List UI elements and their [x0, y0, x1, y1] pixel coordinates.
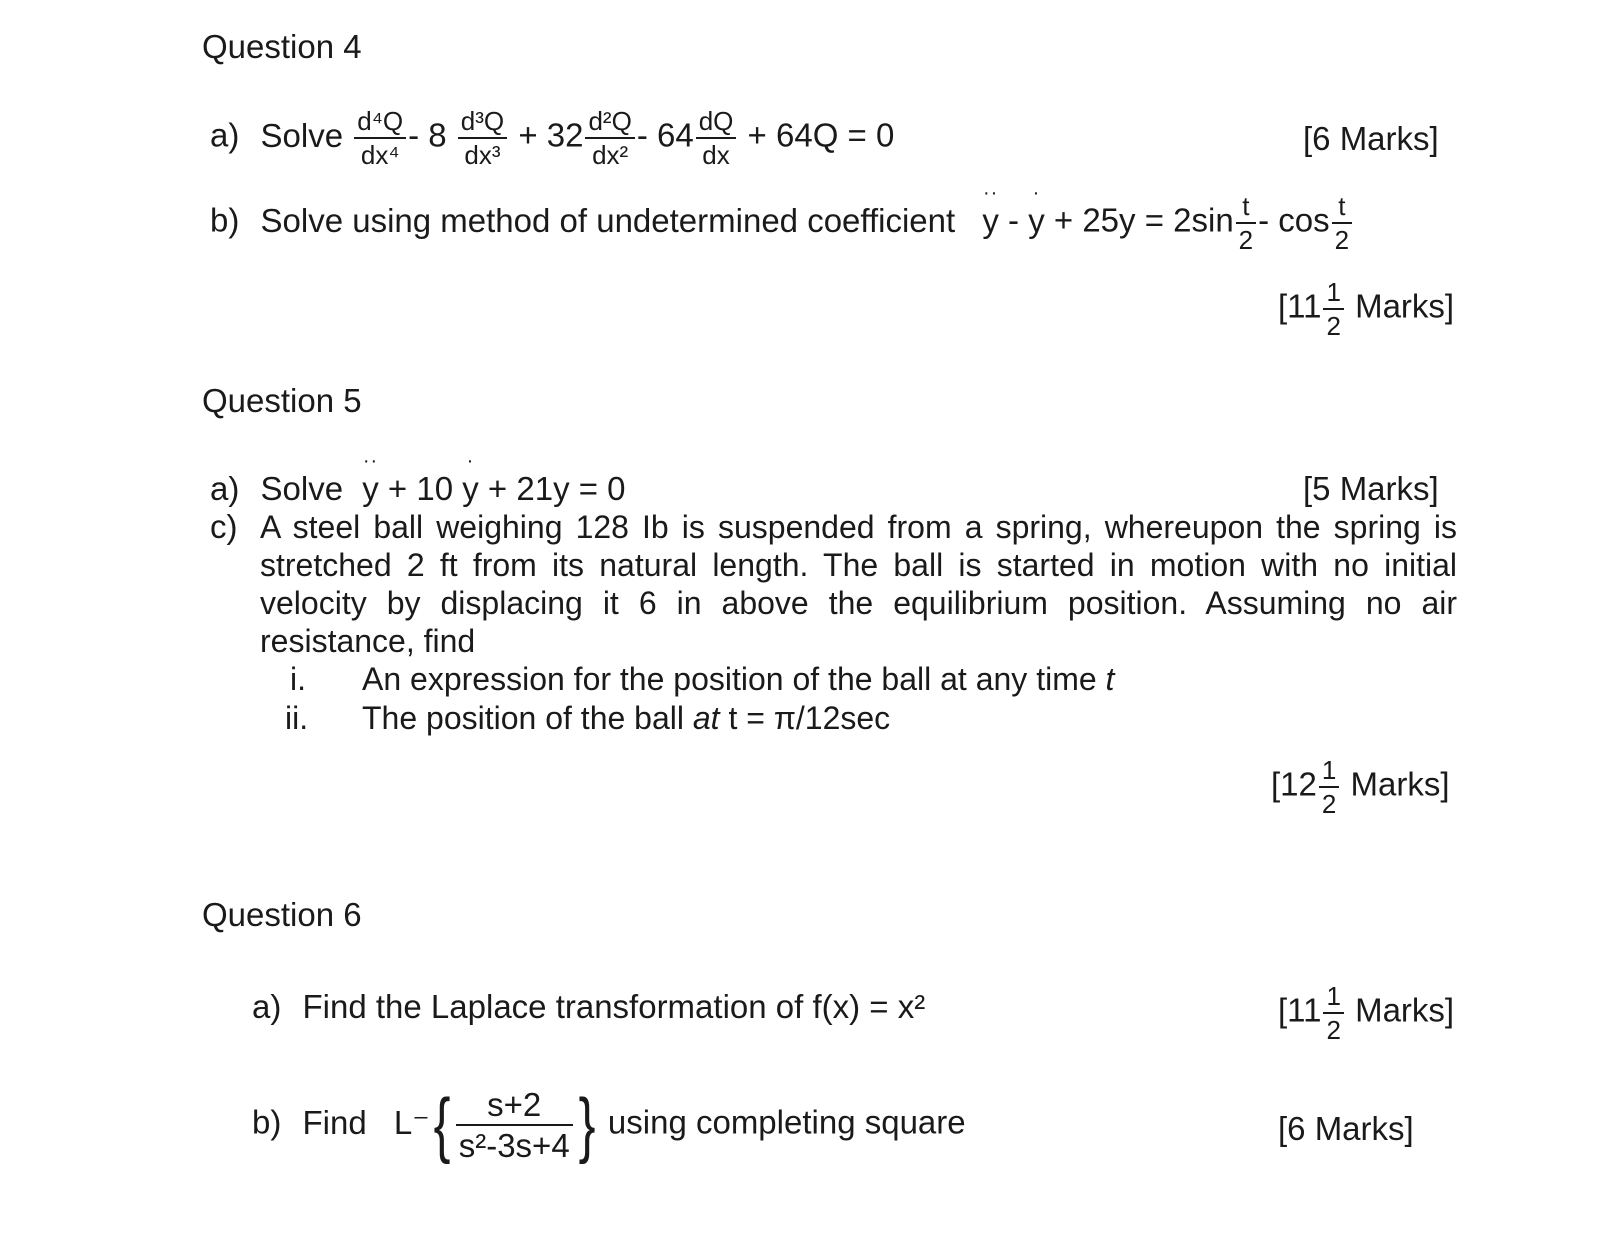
q5a-y-dot: · y	[462, 450, 479, 507]
q4b-marks: [11 $\frac{1}{2}$ Marks]	[1278, 277, 1455, 341]
q4b-frac-cos: $\frac{t}{2}$	[1332, 193, 1352, 253]
question-6-heading: Question 6	[202, 896, 362, 933]
q6b-L: L⁻	[393, 1103, 430, 1141]
q4b-y-dot: · y	[1028, 181, 1045, 239]
q4a-term4: $\frac{dQ}{dx}$	[696, 108, 737, 168]
q4b-y-ddot: ·· y	[982, 181, 999, 239]
q4a-op1: - 8	[408, 116, 447, 154]
q5a-prefix: Solve	[260, 470, 344, 507]
q5a-mid: + 10	[387, 470, 454, 507]
q5c-paragraph: A steel ball weighing 128 Ib is suspended from a spring, whereupon the spring is stretched 2 ft from its natural length. The ball is started in motion with no initial velocity by displacing it 6 in above the equilibrium position. Assuming no air resistance, find	[260, 509, 1457, 659]
q4b-text: Solve using method of undetermined coefficient	[260, 201, 956, 239]
q6a-row	[252, 988, 925, 1026]
q5a-label: a)	[210, 470, 240, 507]
q5c-label: c)	[210, 508, 238, 545]
q5a-tail: + 21y = 0	[487, 470, 626, 507]
q4a-term3: $\frac{\text{d²Q}}{\text{dx²}}$	[585, 108, 634, 168]
q6b-marks: [6 Marks]	[1278, 1110, 1414, 1147]
q6b-prefix: Find	[302, 1103, 367, 1141]
q6a-text: Find the Laplace transformation of f(x) = x²	[302, 988, 926, 1025]
q5a-row	[210, 450, 626, 508]
q4a-marks: [6 Marks]	[1303, 120, 1439, 157]
question-5-heading: Question 5	[202, 382, 362, 419]
q5a-y-ddot: ·· y	[362, 450, 379, 507]
q6b-fraction: $\frac{s+2}{\text{s²-3s+4}}$	[456, 1088, 573, 1162]
q5c-ii-label: ii.	[285, 700, 309, 736]
q5a-marks: [5 Marks]	[1303, 470, 1439, 507]
q4b-cos: - cos	[1258, 201, 1330, 239]
q4a-op2: + 32	[518, 116, 584, 154]
q5c-i-row: An expression for the position of the ball at any time t	[362, 661, 1115, 697]
q5c-i-label: i.	[290, 661, 306, 697]
left-brace-icon: {	[433, 1085, 451, 1165]
q4a-tail: + 64Q = 0	[747, 116, 895, 154]
q5c-marks: [12 $\frac{1}{2}$ Marks]	[1271, 755, 1450, 819]
q4b-row	[210, 181, 1354, 255]
q6b-tail: using completing square	[607, 1103, 966, 1141]
q4a-op3: - 64	[636, 116, 694, 154]
q4a-term1: $\frac{\text{d⁴Q}}{\text{dx⁴}}$	[354, 108, 406, 168]
q6a-label: a)	[252, 988, 282, 1025]
q4b-eq-rest: + 25y = 2sin	[1053, 201, 1234, 239]
q6b-label: b)	[252, 1103, 282, 1141]
q4a-prefix: Solve	[260, 116, 344, 154]
q4b-frac-sin: $\frac{t}{2}$	[1236, 193, 1256, 253]
right-brace-icon: }	[578, 1085, 596, 1165]
q4b-label: b)	[210, 201, 240, 239]
q6a-marks: [11 $\frac{1}{2}$ Marks]	[1278, 981, 1455, 1045]
q4b-minus: -	[1008, 201, 1020, 239]
q4a-label: a)	[210, 116, 240, 154]
q4a-row	[210, 108, 894, 168]
question-4-heading: Question 4	[202, 28, 362, 65]
q6b-row	[252, 1085, 966, 1165]
q4a-term2: $\frac{\text{d³Q}}{\text{dx³}}$	[458, 108, 507, 168]
q5c-ii-row: The position of the ball at t = π/12sec	[362, 700, 891, 736]
